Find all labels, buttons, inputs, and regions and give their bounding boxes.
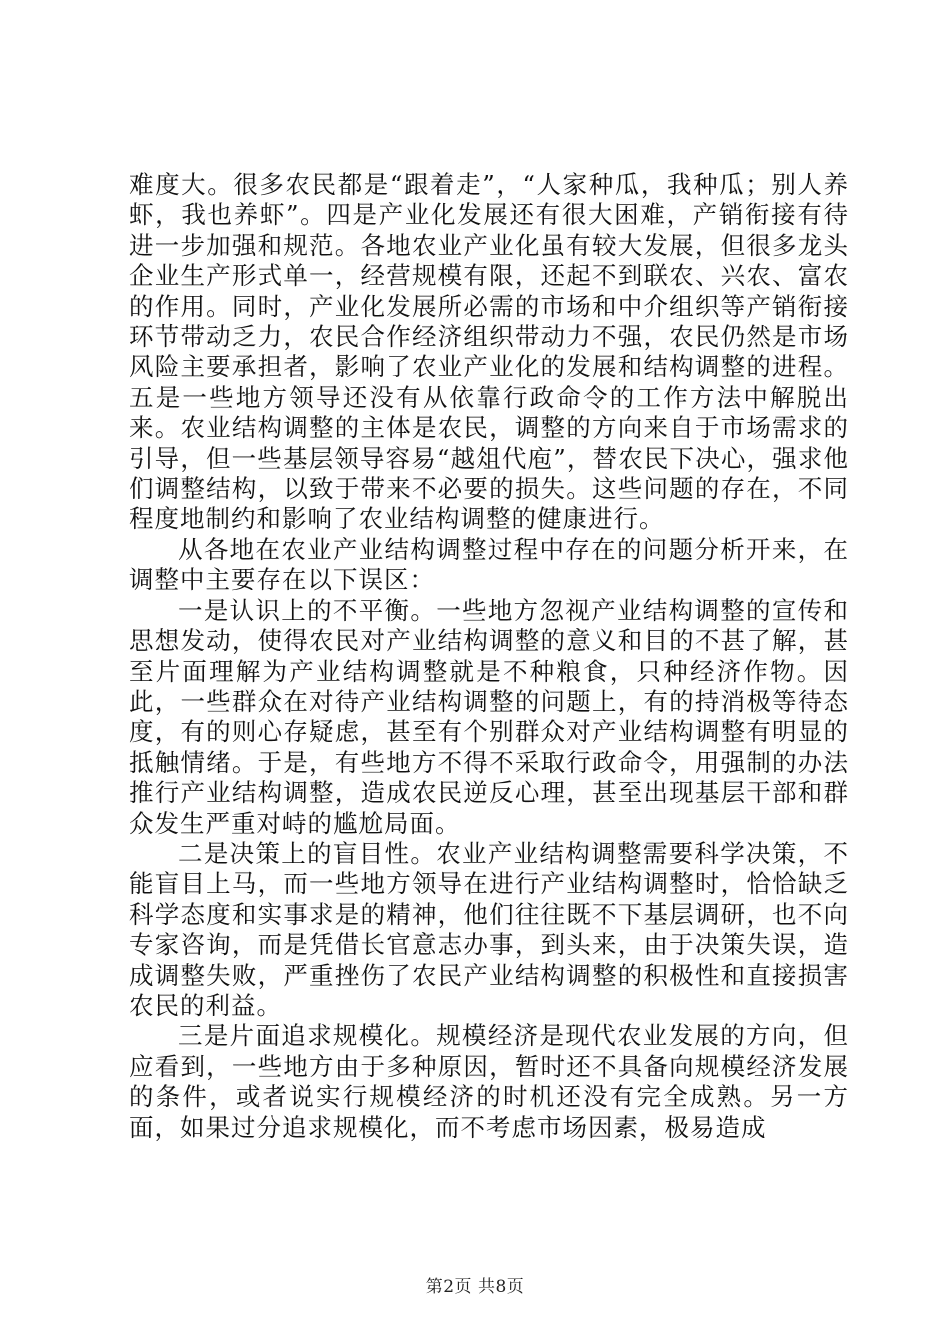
paragraph-5: 三是片面追求规模化。规模经济是现代农业发展的方向，但应看到，一些地方由于多种原因，暂时还不具备向规模经济发展的条件，或者说实行规模经济的时机还没有完全成熟。另一方面，如果过分追求规模化，而不考虑市场因素，极易造成	[129, 1021, 849, 1142]
paragraph-1: 难度大。很多农民都是“跟着走”，“人家种瓜，我种瓜；别人养虾，我也养虾”。四是产业化发展还有很大困难，产销衔接有待进一步加强和规范。各地农业产业化虽有较大发展，但很多龙头企业生产形式单一，经营规模有限，还起不到联农、兴农、富农的作用。同时，产业化发展所必需的市场和中介组织等产销衔接环节带动乏力，农民合作经济组织带动力不强，农民仍然是市场风险主要承担者，影响了农业产业化的发展和结构调整的进程。五是一些地方领导还没有从依靠行政命令的工作方法中解脱出来。农业结构调整的主体是农民，调整的方向来自于市场需求的引导，但一些基层领导容易“越俎代庖”，替农民下决心，强求他们调整结构，以致于带来不必要的损失。这些问题的存在，不同程度地制约和影响了农业结构调整的健康进行。	[129, 170, 849, 534]
paragraph-4: 二是决策上的盲目性。农业产业结构调整需要科学决策，不能盲目上马，而一些地方领导在进行产业结构调整时，恰恰缺乏科学态度和实事求是的精神，他们往往既不下基层调研，也不向专家咨询，而是凭借长官意志办事，到头来，由于决策失误，造成调整失败，严重挫伤了农民产业结构调整的积极性和直接损害农民的利益。	[129, 838, 849, 1020]
paragraph-3: 一是认识上的不平衡。一些地方忽视产业结构调整的宣传和思想发动，使得农民对产业结构调整的意义和目的不甚了解，甚至片面理解为产业结构调整就是不种粮食，只种经济作物。因此，一些群众在对待产业结构调整的问题上，有的持消极等待态度，有的则心存疑虑，甚至有个别群众对产业结构调整有明显的抵触情绪。于是，有些地方不得不采取行政命令，用强制的办法推行产业结构调整，造成农民逆反心理，甚至出现基层干部和群众发生严重对峙的尴尬局面。	[129, 595, 849, 838]
paragraph-2: 从各地在农业产业结构调整过程中存在的问题分析开来，在调整中主要存在以下误区：	[129, 534, 849, 595]
document-body	[129, 170, 849, 1143]
page-number-footer: 第2页 共8页	[425, 1277, 525, 1297]
